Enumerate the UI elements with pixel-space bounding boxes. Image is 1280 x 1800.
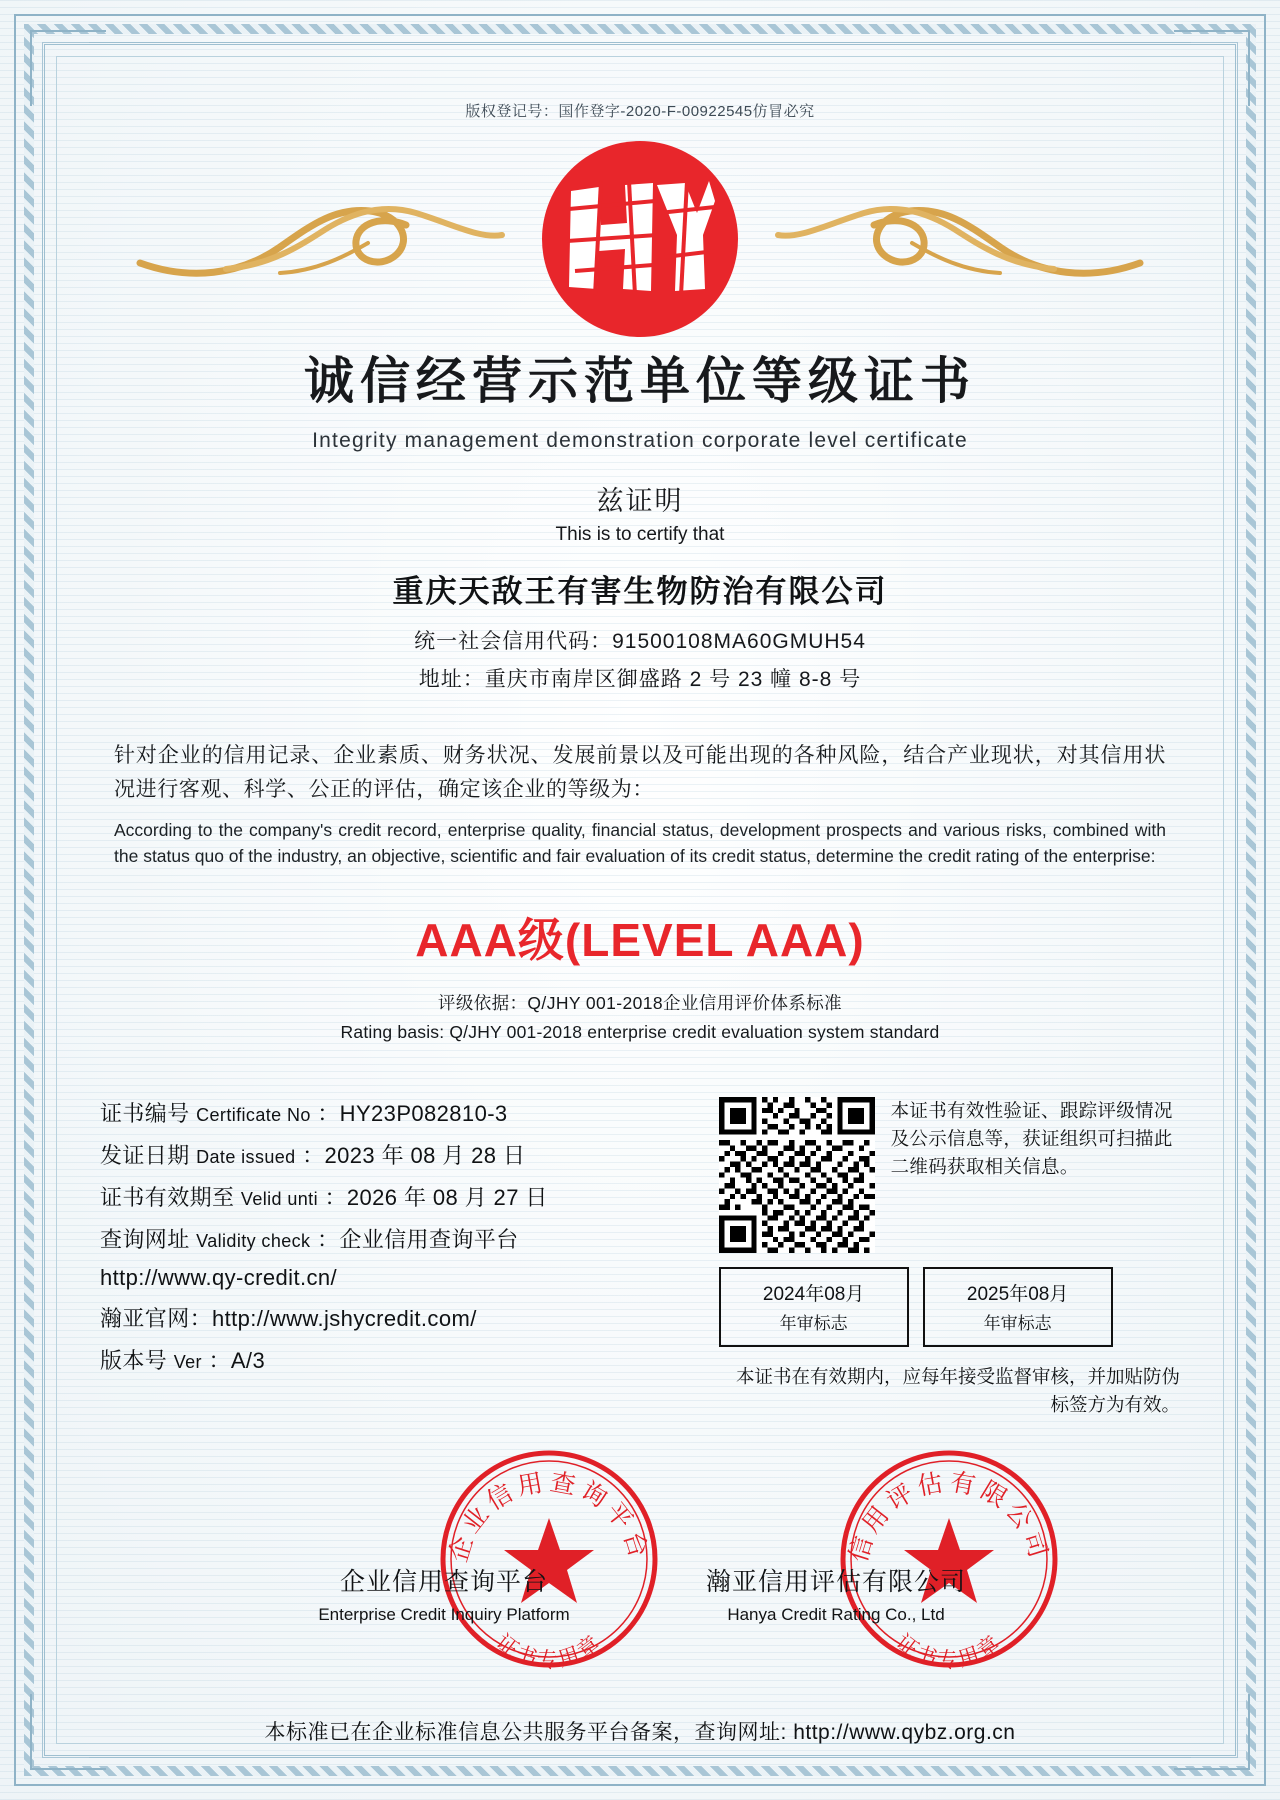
issuer-company-en: Hanya Credit Rating Co., Ltd [727,1604,945,1624]
detail-label-en: Ver [173,1351,202,1372]
detail-value: ：2026 年 08 月 27 日 [324,1184,548,1210]
logo-row [74,127,1206,337]
detail-row [100,1097,709,1128]
statement-block [114,739,1166,870]
detail-value: ：A/3 [208,1347,266,1373]
company-address: 地址：重庆市南岸区御盛路 2 号 23 幢 8-8 号 [418,668,862,691]
certify-label-en: This is to certify that [555,524,725,545]
company-name: 重庆天敌王有害生物防治有限公司 [392,574,888,609]
svg-text:证书专用章: 证书专用章 [491,1630,607,1672]
seals-section [74,1444,1206,1694]
svg-text:信用评估有限公司: 信用评估有限公司 [844,1467,1054,1566]
detail-label-cn: 版本号 [100,1347,168,1373]
detail-section [74,1097,1206,1420]
statement-cn: 针对企业的信用记录、企业素质、财务状况、发展前景以及可能出现的各种风险，结合产业现状，对其信用状况进行客观、科学、公正的评估，确定该企业的等级为： [114,744,1166,802]
detail-row [100,1139,709,1170]
detail-label-en: Date issued [196,1146,296,1167]
page-title-en: Integrity management demonstration corporate level certificate [312,429,968,452]
detail-label-cn: 证书有效期至 [100,1184,235,1210]
detail-label-cn: 发证日期 [100,1142,190,1168]
annual-stamp-box [923,1267,1113,1347]
detail-label-cn: 查询网址 [100,1226,190,1252]
certificate-details [100,1097,709,1420]
detail-value: ：企业信用查询平台 [316,1226,519,1252]
page-title-cn: 诚信经营示范单位等级证书 [304,353,976,409]
qr-note: 本证书有效性验证、跟踪评级情况及公示信息等，获证组织可扫描此二维码获取相关信息。 [890,1099,1173,1177]
issuer-row [74,1562,1206,1625]
qr-code[interactable] [719,1097,875,1253]
hy-logo-icon [542,141,738,337]
annual-stamp-label: 年审标志 [779,1314,848,1334]
detail-label-en: Certificate No [196,1104,311,1125]
copyright-notice: 版权登记号：国作登字-2020-F-00922545仿冒必究 [465,103,815,120]
annual-stamp-box [719,1267,909,1347]
detail-url-qy[interactable]: http://www.qy-credit.cn/ [100,1264,338,1290]
audit-note: 本证书在有效期内，应每年接受监督审核，并加贴防伪标签方为有效。 [735,1365,1180,1416]
rating-basis-cn: 评级依据：Q/JHY 001-2018企业信用评价体系标准 [437,992,843,1013]
company-credit-code: 统一社会信用代码：91500108MA60GMUH54 [414,630,866,653]
seal-enterprise-credit-inquiry-platform [434,1444,664,1674]
flourish-left-icon [130,185,510,295]
issuer-platform-cn: 企业信用查询平台 [339,1567,548,1596]
detail-label-cn: 证书编号 [100,1100,190,1126]
footer-note: 本标准已在企业标准信息公共服务平台备案，查询网址: http://www.qybz.org.cn [264,1720,1016,1744]
detail-label-en: Velid unti [240,1188,318,1209]
detail-value: ：HY23P082810-3 [317,1100,508,1126]
rating-basis-en: Rating basis: Q/JHY 001-2018 enterprise credit evaluation system standard [340,1021,940,1042]
detail-row [100,1223,709,1254]
flourish-right-icon [770,185,1150,295]
issuer-platform [279,1562,609,1625]
svg-text:证书专用章: 证书专用章 [891,1630,1007,1672]
statement-en: According to the company's credit record, enterprise quality, financial status, development prospects and various risks, combined with the status quo of the industry, an objective, scientific and fair evaluation of its credit status, determine the credit rating of the enterprise: [114,820,1166,867]
annual-stamp-boxes [719,1267,1180,1347]
detail-row [100,1344,709,1375]
detail-label-en: Validity check [196,1230,311,1251]
rating-level: AAA级(LEVEL AAA) [415,913,865,966]
seal-hanya-credit-rating [834,1444,1064,1674]
annual-stamp-year: 2024年08月 [762,1284,865,1306]
annual-stamp-label: 年审标志 [983,1314,1052,1334]
detail-url-official[interactable]: 瀚亚官网：http://www.jshycredit.com/ [100,1305,477,1331]
qr-section [719,1097,1180,1420]
certify-label-cn: 兹证明 [596,486,684,516]
svg-text:企业信用查询平台: 企业信用查询平台 [444,1467,654,1566]
issuer-company-cn: 瀚亚信用评估有限公司 [705,1567,966,1596]
detail-row [100,1181,709,1212]
issuer-company [671,1562,1001,1625]
issuer-platform-en: Enterprise Credit Inquiry Platform [318,1604,570,1624]
annual-stamp-year: 2025年08月 [966,1284,1069,1306]
detail-value: ：2023 年 08 月 28 日 [302,1142,526,1168]
